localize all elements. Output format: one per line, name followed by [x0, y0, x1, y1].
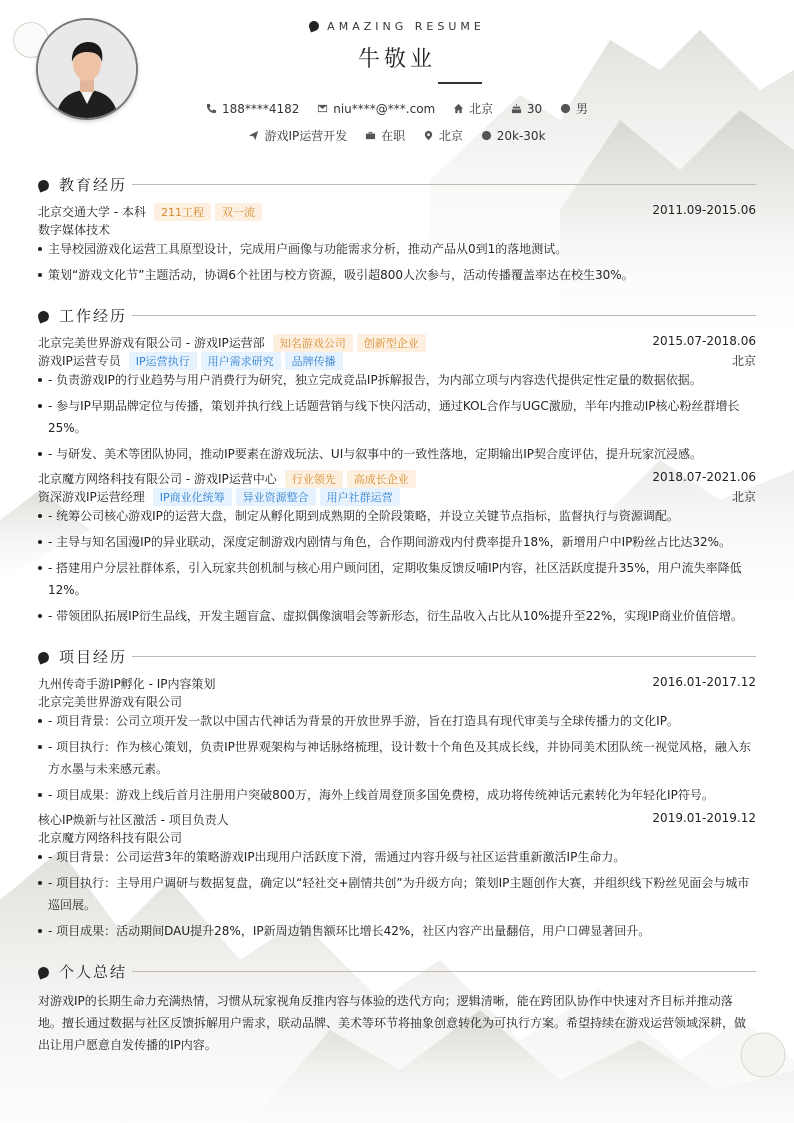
- job-city: 北京: [731, 354, 756, 368]
- company-tag: 高成长企业: [347, 470, 416, 488]
- list-item: - 搭建用户分层社群体系，引入玩家共创机制与核心用户顾问团，定期收集反馈反哺IP内容，社区活跃度提升35%，用户流失率降低12%。: [38, 557, 756, 601]
- role-tag: 异业资源整合: [236, 488, 316, 506]
- role-tag: IP运营执行: [129, 352, 197, 370]
- candidate-name: 牛敬业: [357, 47, 436, 72]
- job-role: 游戏IP运营专员: [38, 354, 121, 368]
- city-info: [453, 100, 493, 117]
- section-title-text: 项目经历: [59, 648, 128, 666]
- job-city: 北京: [731, 490, 756, 504]
- company-tag: 行业领先: [285, 470, 343, 488]
- project-header: [38, 811, 756, 828]
- list-item: - 项目成果：游戏上线后首月注册用户突破800万，海外上线首周登顶多国免费榜，成功将传统神话元素转化为年轻化IP符号。: [38, 784, 756, 806]
- list-item: - 项目执行：主导用户调研与数据复盘，确定以“轻社交+剧情共创”为升级方向；策划IP主题创作大赛，并组织线下粉丝见面会与城市巡回展。: [38, 872, 756, 916]
- job-role: 资深游戏IP运营经理: [38, 490, 145, 504]
- company-tag: 知名游戏公司: [273, 334, 353, 352]
- list-item: - 主导与知名国漫IP的异业联动，深度定制游戏内剧情与角色，合作期间游戏内付费率提升18%，新增用户中IP粉丝占比达32%。: [38, 531, 756, 553]
- status-text: 在职: [381, 129, 406, 143]
- contact-info-row: [0, 100, 794, 117]
- role-tag: 用户需求研究: [201, 352, 281, 370]
- phone-text: 188****4182: [221, 102, 300, 116]
- section-title-projects: [38, 646, 127, 667]
- job-role-row: [38, 488, 756, 506]
- role-tag: 品牌传播: [285, 352, 343, 370]
- list-item: - 与研发、美术等团队协同，推动IP要素在游戏玩法、UI与叙事中的一致性落地，定期输出IP契合度评估，提升玩家沉浸感。: [38, 443, 756, 465]
- project-date: 2019.01-2019.12: [652, 811, 756, 825]
- salary-info: [481, 129, 546, 143]
- school-name: 北京交通大学 - 本科: [38, 205, 146, 219]
- list-item: - 项目成果：活动期间DAU提升28%，IP新周边销售额环比增长42%，社区内容产出量翻倍，用户口碑显著回升。: [38, 920, 756, 942]
- project-header: [38, 675, 756, 692]
- project-date: 2016.01-2017.12: [652, 675, 756, 689]
- job-header: [38, 470, 756, 488]
- job-intent-row: [0, 127, 794, 144]
- send-icon: [248, 130, 259, 141]
- section-title-work: [38, 305, 127, 326]
- company-name: 北京完美世界游戏有限公司 - 游戏IP运营部: [38, 336, 265, 350]
- age-info: [511, 102, 542, 116]
- education-header: [38, 203, 756, 221]
- list-item: - 项目执行：作为核心策划，负责IP世界观架构与神话脉络梳理，设计数十个角色及其成长线，并协同美术团队统一视觉风格，融入东方水墨与未来感元素。: [38, 736, 756, 780]
- target-role-info: [248, 127, 347, 144]
- list-item: - 项目背景：公司立项开发一款以中国古代神话为背景的开放世界手游，旨在打造具有现代审美与全球传播力的文化IP。: [38, 710, 756, 732]
- job-role-row: [38, 352, 756, 370]
- cake-icon: [511, 103, 522, 114]
- section-title-summary: [38, 961, 127, 982]
- mail-icon: [317, 103, 328, 114]
- section-title-text: 工作经历: [59, 307, 128, 325]
- target-city-text: 北京: [438, 129, 463, 143]
- status-info: [365, 127, 405, 144]
- school-tag: 双一流: [215, 203, 262, 221]
- ink-drop-icon: [308, 20, 321, 33]
- age-text: 30: [526, 102, 543, 116]
- email-info: [317, 102, 435, 116]
- school-tag: 211工程: [154, 203, 211, 221]
- education-major: 数字媒体技术: [38, 223, 111, 237]
- phone-icon: [206, 103, 217, 114]
- job-header: [38, 334, 756, 352]
- city-text: 北京: [469, 102, 494, 116]
- home-icon: [453, 103, 464, 114]
- summary-text: 对游戏IP的长期生命力充满热情，习惯从玩家视角反推内容与体验的迭代方向；逻辑清晰，能在跨团队协作中快速对齐目标并推动落地。擅长通过数据与社区反馈拆解用户需求，联动品牌、美术等环节将抽象创意转化为可执行方案。希望持续在游戏运营领域深耕，做出让用户愿意自发传播的IP内容。: [38, 994, 747, 1052]
- project-company: 北京魔方网络科技有限公司: [38, 831, 183, 845]
- section-divider: [132, 656, 756, 657]
- role-tag: 用户社群运营: [320, 488, 400, 506]
- gender-info: [560, 100, 588, 117]
- target-city-info: [423, 127, 463, 144]
- company-name: 北京魔方网络科技有限公司 - 游戏IP运营中心: [38, 472, 277, 486]
- ink-drop-icon: [36, 965, 50, 979]
- list-item: - 统筹公司核心游戏IP的运营大盘，制定从孵化期到成熟期的全阶段策略，并设立关键节点指标，监督执行与资源调配。: [38, 505, 756, 527]
- list-item: - 项目背景：公司运营3年的策略游戏IP出现用户活跃度下滑，需通过内容升级与社区运营重新激活IP生命力。: [38, 846, 756, 868]
- list-item: - 参与IP早期品牌定位与传播，策划并执行线上话题营销与线下快闪活动，通过KOL合作与UGC激励，半年内推动IP核心粉丝群增长25%。: [38, 395, 756, 439]
- list-item: - 负责游戏IP的行业趋势与用户消费行为研究，独立完成竞品IP拆解报告，为内部立项与内容迭代提供定性定量的数据依据。: [38, 369, 756, 391]
- salary-text: 20k-30k: [496, 129, 546, 143]
- section-divider: [132, 184, 756, 185]
- ink-drop-icon: [36, 309, 50, 323]
- company-tag: 创新型企业: [357, 334, 426, 352]
- section-divider: [132, 315, 756, 316]
- phone-info: [206, 102, 299, 116]
- project-name: 核心IP焕新与社区激活 - 项目负责人: [38, 813, 229, 827]
- section-divider: [132, 971, 756, 972]
- briefcase-icon: [365, 130, 376, 141]
- list-item: 主导校园游戏化运营工具原型设计，完成用户画像与功能需求分析，推动产品从0到1的落地测试。: [38, 238, 756, 260]
- money-icon: [481, 130, 492, 141]
- location-icon: [423, 130, 434, 141]
- section-title-text: 教育经历: [59, 176, 128, 194]
- resume-tagline: [0, 20, 794, 33]
- ink-drop-icon: [36, 178, 50, 192]
- target-role-text: 游戏IP运营开发: [264, 129, 348, 143]
- list-item: - 带领团队拓展IP衍生品线，开发主题盲盒、虚拟偶像演唱会等新形态，衍生品收入占比从10%提升至22%，实现IP商业价值倍增。: [38, 605, 756, 627]
- name-divider: [438, 82, 482, 84]
- job-date: 2018.07-2021.06: [652, 470, 756, 484]
- project-company: 北京完美世界游戏有限公司: [38, 695, 183, 709]
- section-title-education: [38, 174, 127, 195]
- job-date: 2015.07-2018.06: [652, 334, 756, 348]
- ink-drop-icon: [36, 650, 50, 664]
- education-date: 2011.09-2015.06: [652, 203, 756, 217]
- role-tag: IP商业化统筹: [153, 488, 232, 506]
- email-text: niu****@***.com: [333, 102, 436, 116]
- gender-text: 男: [576, 102, 589, 116]
- section-title-text: 个人总结: [59, 963, 128, 981]
- list-item: 策划“游戏文化节”主题活动，协调6个社团与校方资源，吸引超800人次参与，活动传播覆盖率达在校生30%。: [38, 264, 756, 286]
- tagline-text: AMAZING RESUME: [327, 20, 485, 33]
- gender-icon: [560, 103, 571, 114]
- project-name: 九州传奇手游IP孵化 - IP内容策划: [38, 677, 216, 691]
